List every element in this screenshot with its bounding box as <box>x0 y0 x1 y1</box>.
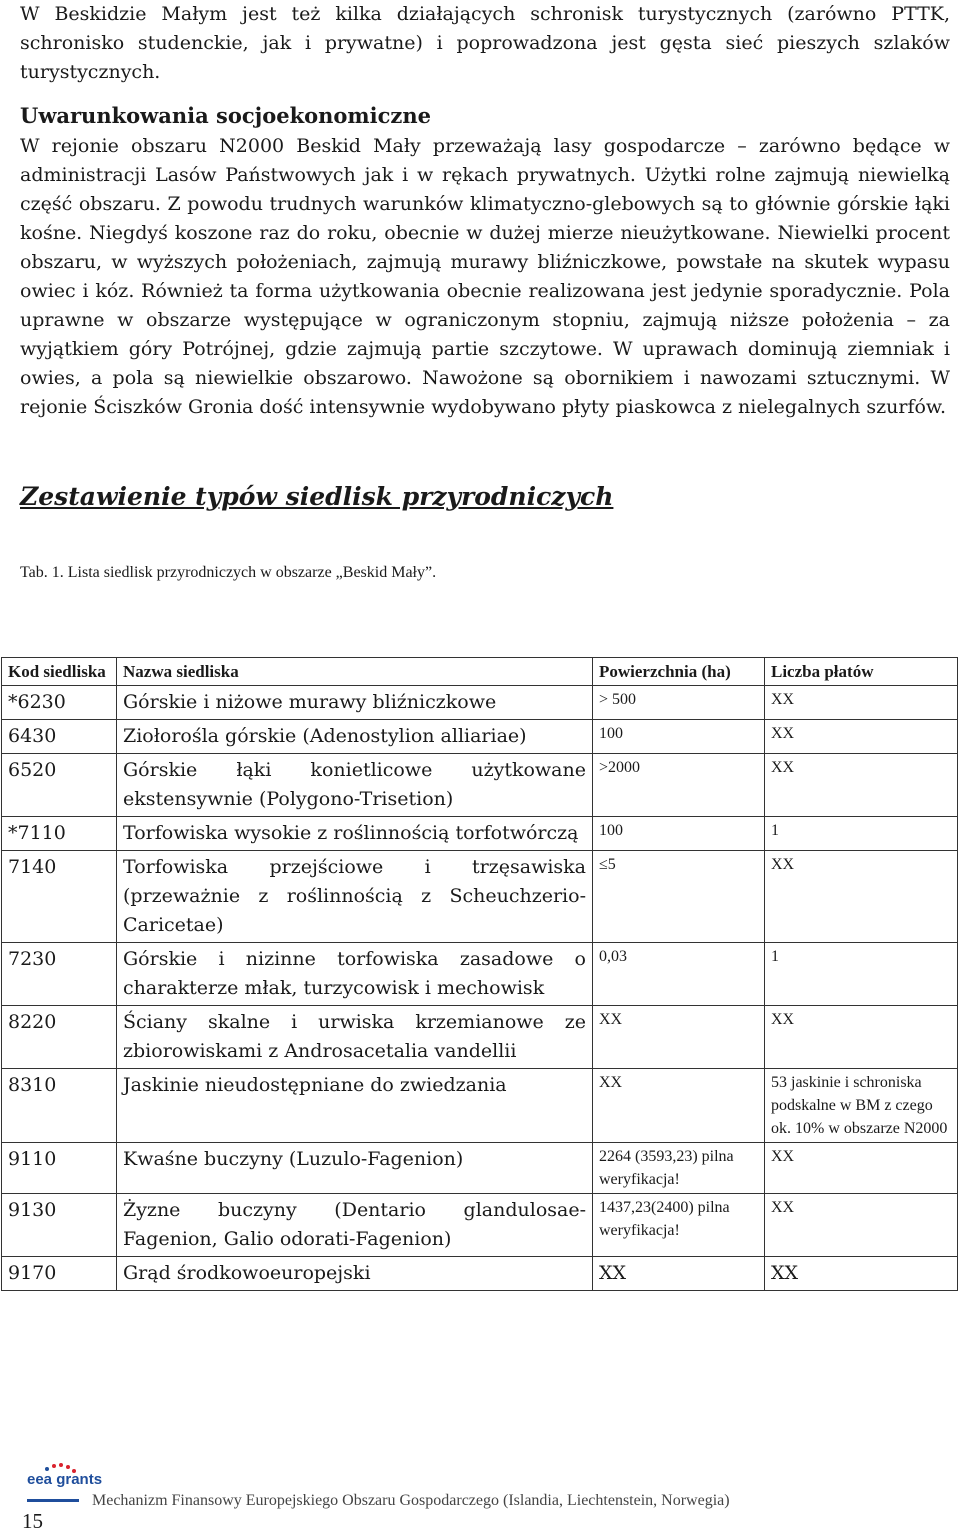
cell-liczba: XX <box>765 851 958 943</box>
cell-kod: 6520 <box>2 754 117 817</box>
cell-powierzchnia: > 500 <box>593 686 765 720</box>
logo-mark <box>52 1464 56 1468</box>
cell-powierzchnia: >2000 <box>593 754 765 817</box>
cell-liczba: 1 <box>765 817 958 851</box>
table-row <box>2 754 958 817</box>
logo-text: eea grants <box>27 1471 103 1488</box>
cell-liczba: 53 jaskinie i schroniska podskalne w BM z czego ok. 10% w obszarze N2000 <box>765 1069 958 1143</box>
table-row <box>2 817 958 851</box>
header-liczba: Liczba płatów <box>765 658 958 686</box>
cell-kod: 9130 <box>2 1194 117 1257</box>
table-row <box>2 720 958 754</box>
cell-nazwa: Jaskinie nieudostępniane do zwiedzania <box>117 1069 593 1143</box>
cell-nazwa: Grąd środkowoeuropejski <box>117 1257 593 1291</box>
cell-kod: 8220 <box>2 1006 117 1069</box>
cell-kod: *6230 <box>2 686 117 720</box>
header-kod: Kod siedliska <box>2 658 117 686</box>
table-row <box>2 1143 958 1194</box>
table-row <box>2 851 958 943</box>
page-footer <box>0 1455 960 1535</box>
cell-powierzchnia: 2264 (3593,23) pilna weryfikacja! <box>593 1143 765 1194</box>
cell-liczba: XX <box>765 1194 958 1257</box>
page-title: Zestawienie typów siedlisk przyrodniczych <box>20 482 614 511</box>
header-powierzchnia: Powierzchnia (ha) <box>593 658 765 686</box>
cell-nazwa: Górskie i nizinne torfowiska zasadowe o charakterze młak, turzycowisk i mechowisk <box>117 943 593 1006</box>
table-caption: Tab. 1. Lista siedlisk przyrodniczych w obszarze „Beskid Mały”. <box>20 564 437 581</box>
logo-mark <box>66 1465 70 1469</box>
table-row <box>2 1006 958 1069</box>
cell-liczba: XX <box>765 1257 958 1291</box>
table-row <box>2 1194 958 1257</box>
cell-kod: *7110 <box>2 817 117 851</box>
cell-nazwa: Torfowiska przejściowe i trzęsawiska (przeważnie z roślinnością z Scheuchzerio-Caricetae) <box>117 851 593 943</box>
cell-nazwa: Górskie łąki konietlicowe użytkowane ekstensywnie (Polygono-Trisetion) <box>117 754 593 817</box>
cell-liczba: XX <box>765 1006 958 1069</box>
cell-powierzchnia: 1437,23(2400) pilna weryfikacja! <box>593 1194 765 1257</box>
header-nazwa: Nazwa siedliska <box>117 658 593 686</box>
cell-liczba: XX <box>765 754 958 817</box>
cell-liczba: 1 <box>765 943 958 1006</box>
cell-nazwa: Żyzne buczyny (Dentario glandulosae-Fagenion, Galio odorati-Fagenion) <box>117 1194 593 1257</box>
cell-powierzchnia: 100 <box>593 720 765 754</box>
cell-powierzchnia: 0,03 <box>593 943 765 1006</box>
cell-kod: 9110 <box>2 1143 117 1194</box>
cell-kod: 7230 <box>2 943 117 1006</box>
table-row <box>2 943 958 1006</box>
cell-powierzchnia: 100 <box>593 817 765 851</box>
cell-powierzchnia: XX <box>593 1069 765 1143</box>
section-heading: Uwarunkowania socjoekonomiczne <box>20 103 431 128</box>
footer-text: Mechanizm Finansowy Europejskiego Obszaru Gospodarczego (Islandia, Liechtenstein, Norwegia) <box>92 1492 730 1509</box>
cell-powierzchnia: ≤5 <box>593 851 765 943</box>
cell-nazwa: Ziołorośla górskie (Adenostylion alliariae) <box>117 720 593 754</box>
table-row <box>2 1257 958 1291</box>
cell-nazwa: Kwaśne buczyny (Luzulo-Fagenion) <box>117 1143 593 1194</box>
cell-kod: 7140 <box>2 851 117 943</box>
cell-kod: 9170 <box>2 1257 117 1291</box>
cell-nazwa: Torfowiska wysokie z roślinnością torfotwórczą <box>117 817 593 851</box>
cell-nazwa: Ściany skalne i urwiska krzemianowe ze zbiorowiskami z Androsacetalia vandellii <box>117 1006 593 1069</box>
cell-liczba: XX <box>765 686 958 720</box>
cell-liczba: XX <box>765 720 958 754</box>
section-paragraph: W rejonie obszaru N2000 Beskid Mały przeważają lasy gospodarcze – zarówno będące w administracji Lasów Państwowych jak i w rękach prywatnych. Użytki rolne zajmują niewielką część obszaru. Z powodu trudnych warunków klimatyczno-glebowych są to głównie górskie łąki kośne. Niegdyś koszone raz do roku, obecnie w dużej mierze nieużytkowane. Niewielki procent obszaru, w wyższych położeniach, zajmują murawy bliźniczkowe, powstałe na skutek wypasu owiec i kóz. Również ta forma użytkowania obecnie realizowana jest jedynie sporadycznie. Pola uprawne w obszarze występujące w ograniczonym stopniu, zajmują niższe położenia – za wyjątkiem góry Potrójnej, gdzie zajmują partie szczytowe. W uprawach dominują ziemniak i owies, a pola są niewielkie obszarowo. Nawożone są obornikiem i nawozami sztucznymi. W rejonie Ściszków Gronia dość intensywnie wydobywano płyty piaskowca z nielegalnych szurfów. <box>20 135 950 418</box>
cell-powierzchnia: XX <box>593 1257 765 1291</box>
logo-mark <box>27 1499 79 1502</box>
cell-kod: 6430 <box>2 720 117 754</box>
cell-powierzchnia: XX <box>593 1006 765 1069</box>
page-number: 15 <box>22 1509 43 1533</box>
table-header-row <box>2 658 958 686</box>
intro-paragraph: W Beskidzie Małym jest też kilka działających schronisk turystycznych (zarówno PTTK, schronisko studenckie, jak i prywatne) i poprowadzona jest gęsta sieć pieszych szlaków turystycznych. <box>20 3 950 83</box>
table-row <box>2 1069 958 1143</box>
document-page <box>20 0 950 584</box>
eea-grants-logo <box>24 1461 103 1507</box>
cell-kod: 8310 <box>2 1069 117 1143</box>
cell-liczba: XX <box>765 1143 958 1194</box>
habitat-table <box>1 657 958 1291</box>
logo-mark <box>59 1463 63 1467</box>
table-row <box>2 686 958 720</box>
cell-nazwa: Górskie i niżowe murawy bliźniczkowe <box>117 686 593 720</box>
